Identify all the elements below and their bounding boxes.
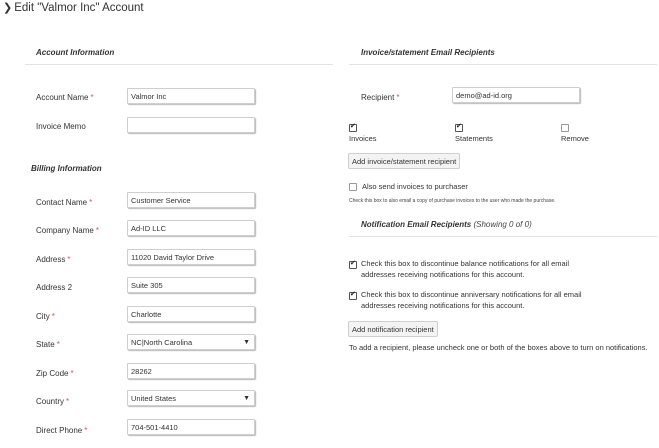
- account-name-label: Account Name *: [36, 93, 94, 102]
- address-2-input[interactable]: Suite 305: [127, 277, 255, 293]
- state-label: State *: [36, 340, 60, 349]
- page-title-text: Edit "Valmor Inc" Account: [14, 2, 144, 14]
- account-name-input[interactable]: Valmor Inc: [127, 88, 255, 104]
- required-marker: *: [56, 340, 60, 349]
- required-marker: *: [89, 198, 93, 207]
- recipient-label: Recipient *: [361, 93, 400, 102]
- billing-information-heading: Billing Information: [31, 164, 102, 173]
- discontinue-balance-line1: Check this box to discontinue balance notifications for all email: [361, 259, 570, 268]
- invoice-memo-input[interactable]: [127, 117, 255, 133]
- remove-checkbox[interactable]: [561, 124, 569, 132]
- invoices-checkbox[interactable]: [349, 124, 357, 132]
- discontinue-anniversary-line1: Check this box to discontinue anniversary notifications for all email: [361, 290, 582, 299]
- contact-name-label: Contact Name *: [36, 198, 93, 207]
- invoices-label: Invoices: [349, 134, 377, 143]
- notification-help-text: To add a recipient, please uncheck one or both of the boxes above to turn on notifications.: [349, 343, 648, 352]
- page-title: [3, 1, 144, 14]
- send-to-purchaser-checkbox[interactable]: [349, 183, 357, 191]
- company-name-input[interactable]: Ad-ID LLC: [127, 220, 255, 236]
- required-marker: *: [396, 93, 400, 102]
- city-input[interactable]: Charlotte: [127, 306, 255, 322]
- invoice-recipients-heading: Invoice/statement Email Recipients: [361, 48, 495, 57]
- add-invoice-recipient-button[interactable]: Add invoice/statement recipient: [348, 153, 460, 169]
- country-select[interactable]: [127, 390, 255, 406]
- city-label: City *: [36, 312, 55, 321]
- account-information-heading: Account Information: [36, 48, 115, 57]
- discontinue-anniversary-checkbox[interactable]: [349, 292, 357, 300]
- caret-down-icon: ▼: [243, 339, 250, 346]
- caret-down-icon: ▼: [243, 395, 250, 402]
- invoice-memo-label: Invoice Memo: [36, 122, 86, 131]
- required-marker: *: [84, 426, 88, 435]
- divider: [25, 64, 333, 65]
- address-label: Address *: [36, 255, 71, 264]
- required-marker: *: [51, 312, 55, 321]
- required-marker: *: [66, 397, 70, 406]
- divider: [349, 236, 657, 237]
- statements-checkbox[interactable]: [455, 124, 463, 132]
- required-marker: *: [95, 226, 99, 235]
- required-marker: *: [67, 255, 71, 264]
- country-label: Country *: [36, 397, 70, 406]
- send-to-purchaser-label: Also send invoices to purchaser: [362, 182, 468, 191]
- address-input[interactable]: 11020 David Taylor Drive: [127, 249, 255, 265]
- notification-recipients-title: Notification Email Recipients: [361, 220, 472, 229]
- required-marker: *: [70, 369, 74, 378]
- chevron-right-icon: ❯: [3, 2, 13, 14]
- state-select-value: NC|North Carolina: [131, 338, 193, 347]
- address-2-label: Address 2: [36, 283, 73, 292]
- direct-phone-label: Direct Phone *: [36, 426, 88, 435]
- recipient-email-input[interactable]: demo@ad-id.org: [452, 87, 580, 103]
- discontinue-balance-line2: addresses receiving notifications for this account.: [361, 270, 525, 279]
- zip-code-input[interactable]: 28262: [127, 363, 255, 379]
- discontinue-anniversary-line2: addresses receiving notifications for this account.: [361, 301, 525, 310]
- zip-code-label: Zip Code *: [36, 369, 74, 378]
- send-to-purchaser-help: Check this box to also email a copy of purchase invoices to the user who made the purchase.: [349, 198, 556, 204]
- showing-count: (Showing 0 of 0): [473, 220, 532, 229]
- remove-label: Remove: [561, 134, 589, 143]
- contact-name-input[interactable]: Customer Service: [127, 192, 255, 208]
- statements-label: Statements: [455, 134, 493, 143]
- company-name-label: Company Name *: [36, 226, 99, 235]
- country-select-value: United States: [131, 394, 177, 403]
- add-notification-recipient-button[interactable]: Add notification recipient: [348, 321, 438, 337]
- notification-recipients-heading: [361, 220, 532, 229]
- state-select[interactable]: [127, 334, 255, 350]
- discontinue-balance-checkbox[interactable]: [349, 261, 357, 269]
- required-marker: *: [90, 93, 94, 102]
- divider: [349, 64, 657, 65]
- direct-phone-input[interactable]: 704-501-4410: [127, 419, 255, 435]
